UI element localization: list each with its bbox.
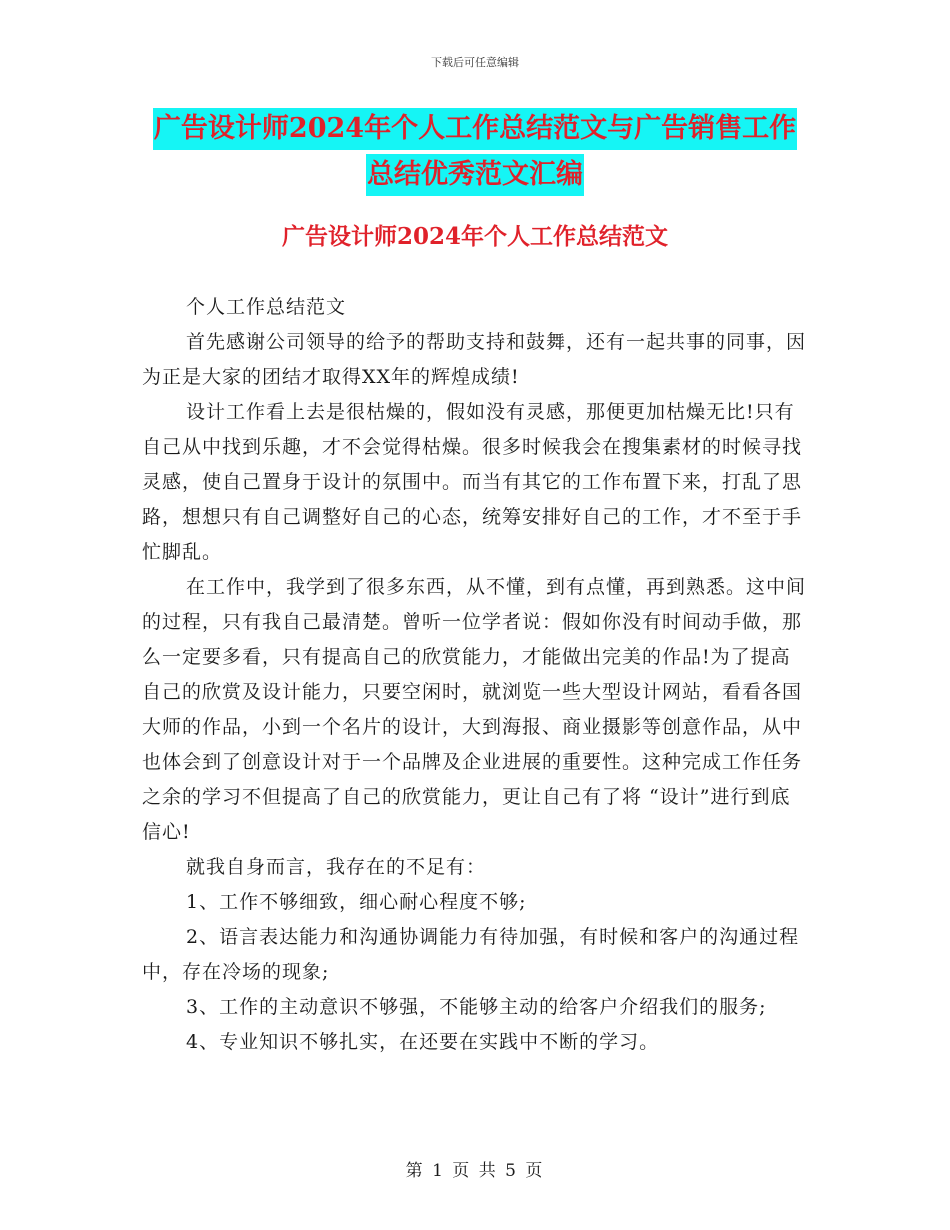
header-note: 下载后可任意编辑 [431, 56, 519, 69]
list-item: 1、工作不够细致，细心耐心程度不够; [186, 891, 527, 913]
main-title-line-1: 广告设计师2024年个人工作总结范文与广告销售工作 [153, 108, 797, 150]
paragraph: 在工作中，我学到了很多东西，从不懂，到有点懂，再到熟悉。这中间的过程，只有我自己最清楚。曾听一位学者说：假如你没有时间动手做，那么一定要多看，只有提高自己的欣赏能力，才能做出完美的作品!为了提高自己的欣赏及设计能力，只要空闲时，就浏览一些大型设计网站，看看各国大师的作品，小到一个名片的设计，大到海报、商业摄影等创意作品，从中也体会到了创意设计对于一个品牌及企业进展的重要性。这种完成工作任务之余的学习不但提高了自己的欣赏能力，更让自己有了将 “设计”进行到底信心! [142, 576, 807, 843]
main-title-line-2: 总结优秀范文汇编 [366, 154, 584, 196]
section-title: 广告设计师2024年个人工作总结范文 [281, 223, 668, 250]
paragraph: 就我自身而言，我存在的不足有： [186, 856, 487, 878]
paragraph: 设计工作看上去是很枯燥的，假如没有灵感，那便更加枯燥无比!只有自己从中找到乐趣，才不会觉得枯燥。很多时候我会在搜集素材的时候寻找灵感，使自己置身于设计的氛围中。而当有其它的工作布置下来，打乱了思路，想想只有自己调整好自己的心态，统筹安排好自己的工作，才不至于手忙脚乱。 [142, 401, 803, 563]
list-item: 2、语言表达能力和沟通协调能力有待加强，有时候和客户的沟通过程中，存在冷场的现象; [142, 926, 800, 983]
main-title [0, 108, 950, 200]
body-text [142, 290, 810, 1060]
list-item: 4、专业知识不够扎实，在还要在实践中不断的学习。 [186, 1031, 660, 1053]
paragraph: 个人工作总结范文 [186, 296, 347, 318]
page-number-footer: 第 1 页 共 5 页 [405, 1161, 545, 1181]
list-item: 3、工作的主动意识不够强，不能够主动的给客户介绍我们的服务; [186, 996, 767, 1018]
paragraph: 首先感谢公司领导的给予的帮助支持和鼓舞，还有一起共事的同事，因为正是大家的团结才取得XX年的辉煌成绩! [142, 331, 807, 388]
